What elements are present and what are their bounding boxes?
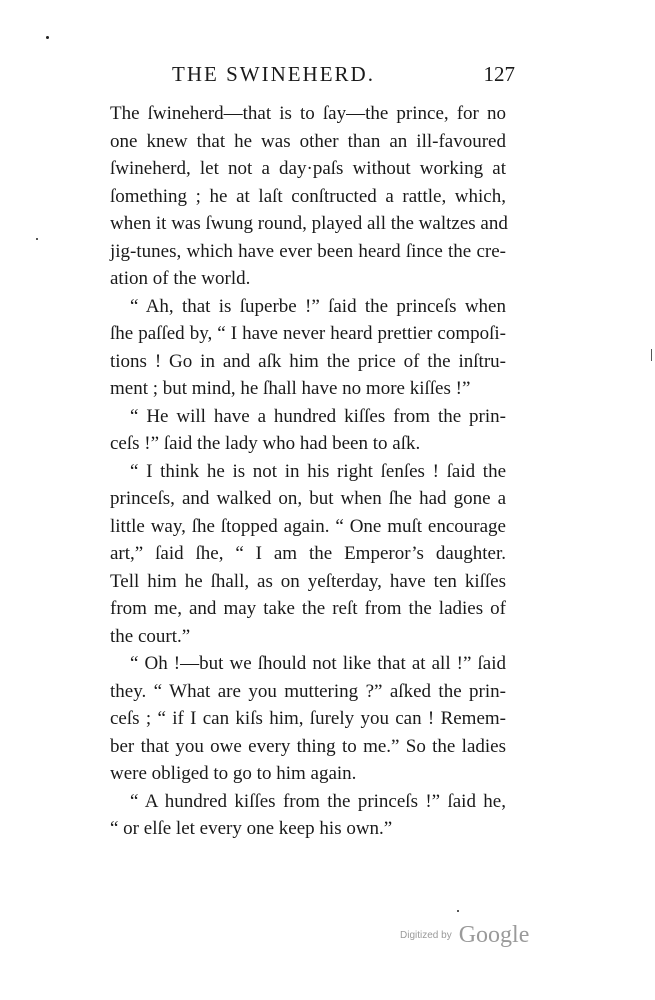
paragraph	[110, 788, 506, 843]
google-logo: Google	[458, 922, 530, 948]
page-number: 127	[483, 62, 515, 86]
text-line: tions ! Go in and aſk him the price of the inſtru-	[110, 350, 506, 372]
paragraph	[110, 403, 506, 458]
paragraph	[110, 458, 506, 651]
watermark-prefix: Digitized by	[400, 930, 452, 941]
text-line: when it was ſwung round, played all the waltzes and	[110, 213, 508, 234]
text-line: ſwineherd, let not a day·paſs without working at	[110, 158, 506, 179]
text-line: princeſs, and walked on, but when ſhe had gone a	[110, 488, 506, 509]
text-line: “ I think he is not in his right ſenſes ! ſaid the	[130, 460, 506, 482]
text-line: ment ; but mind, he ſhall have no more kiſſes !”	[110, 378, 471, 399]
text-line: The ſwineherd—that is to ſay—the prince, for no	[110, 103, 506, 124]
text-line: “ He will have a hundred kiſſes from the prin-	[130, 405, 506, 427]
text-line: ceſs !” ſaid the lady who had been to aſk.	[110, 433, 421, 454]
text-line: were obliged to go to him again.	[110, 763, 357, 784]
page-speck	[46, 36, 49, 39]
text-line: ber that you owe every thing to me.” So the ladies	[110, 735, 506, 757]
text-line: from me, and may take the reſt from the ladies of	[110, 598, 506, 619]
text-line: “ A hundred kiſſes from the princeſs !” ſaid he,	[130, 790, 506, 812]
page-header	[110, 62, 520, 92]
text-line: little way, ſhe ſtopped again. “ One muſt encourage	[110, 515, 506, 537]
digitized-watermark	[400, 922, 529, 949]
text-line: ceſs ; “ if I can kiſs him, ſurely you can ! Remem-	[110, 708, 506, 729]
running-head: THE SWINEHERD.	[172, 62, 375, 86]
paragraph	[110, 650, 506, 788]
text-line: one knew that he was other than an ill-favoured	[110, 130, 506, 152]
text-line: jig-tunes, which have ever been heard ſince the cre-	[110, 240, 506, 262]
text-line: “ Ah, that is ſuperbe !” ſaid the princeſs when	[130, 295, 506, 317]
page-speck	[36, 238, 38, 240]
body-text	[110, 100, 506, 843]
text-line: “ Oh !—but we ſhould not like that at all !” ſaid	[130, 653, 506, 674]
page-speck	[457, 910, 459, 912]
text-line: they. “ What are you muttering ?” aſked the prin-	[110, 680, 506, 702]
text-line: art,” ſaid ſhe, “ I am the Emperor’s daughter.	[110, 543, 506, 564]
text-line: the court.”	[110, 625, 191, 647]
text-line: ſhe paſſed by, “ I have never heard prettier compoſi-	[110, 323, 506, 344]
text-line: “ or elſe let every one keep his own.”	[110, 818, 393, 839]
text-line: Tell him he ſhall, as on yeſterday, have ten kiſſes	[110, 570, 506, 592]
margin-mark	[651, 349, 652, 361]
text-line: ſomething ; he at laſt conſtructed a rattle, which,	[110, 185, 506, 207]
paragraph	[110, 100, 506, 293]
text-line: ation of the world.	[110, 268, 251, 289]
paragraph	[110, 293, 506, 403]
